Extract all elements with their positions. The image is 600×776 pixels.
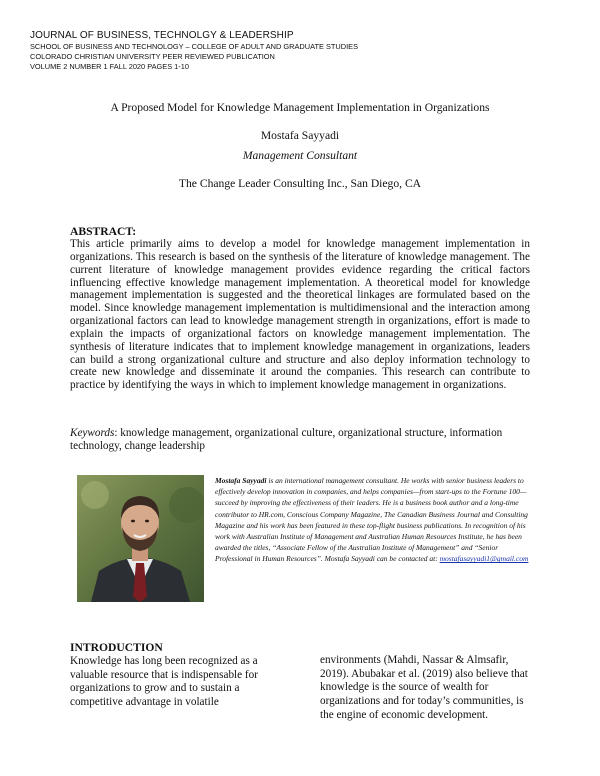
journal-name: JOURNAL OF BUSINESS, TECHNOLGY & LEADERSHIP	[30, 30, 294, 41]
author-email-link[interactable]: mostafasayyadi1@gmail.com	[439, 554, 529, 564]
keywords-label: Keywords	[70, 427, 115, 439]
article-author: Mostafa Sayyadi	[260, 129, 340, 142]
bio-author-name: Mostafa Sayyadi	[215, 476, 267, 485]
author-photo	[77, 475, 204, 602]
article-title: A Proposed Model for Knowledge Management Implementation in Organizations	[110, 101, 490, 114]
abstract-heading: ABSTRACT:	[70, 225, 137, 238]
introduction-heading: INTRODUCTION	[70, 641, 163, 654]
journal-volume: VOLUME 2 NUMBER 1 FALL 2020 PAGES 1-10	[30, 62, 189, 71]
keywords	[70, 427, 530, 453]
introduction-column-1: Knowledge has long been recognized as a valuable resource that is indispensable for organizations to grow and to sustain a competitive advantage in volatile	[70, 655, 258, 709]
author-portrait-image	[77, 475, 204, 602]
bio-text: is an international management consultant. He works with senior business leaders to effectively develop innovation in companies, and helps companies—from start-ups to the Fortune 100—succeed by improving the effectiveness of their leaders. He is a business book author and a long-time contributor to HR.com, Conscious Company Magazine, The Canadian Business Journal and Consulting Magazine and his work has been featured in these top-flight business publications. In recognition of his work with Australian Institute of Management and Australian Human Resources Institute, he has been awarded the titles, “Associate Fellow of the Australian Institute of Management” and “Senior Professional in Human Resources”. Mostafa Sayyadi can be contacted at:	[215, 476, 528, 564]
journal-university: COLORADO CHRISTIAN UNIVERSITY PEER REVIEWED PUBLICATION	[30, 52, 275, 61]
introduction-column-2: environments (Mahdi, Nassar & Almsafir, 2019). Abubakar et al. (2019) also believe that knowledge is the source of wealth for organizations and for today’s communities, is the engine of economic development.	[320, 654, 528, 721]
author-affiliation: The Change Leader Consulting Inc., San Diego, CA	[178, 177, 422, 190]
author-role: Management Consultant	[242, 149, 358, 162]
abstract-text: This article primarily aims to develop a model for knowledge management implementation in organizations. This research is based on the synthesis of the literature of knowledge management. The current literature of knowledge management provides evidence regarding the critical factors influencing effective knowledge management implementation. A theoretical model for knowledge management implementation is suggested and the theoretical linkages are formulated based on the model. Since knowledge management implementation is multidimensional and the interaction among organizational factors can lead to knowledge management strength in organizations, effort is made to explain the impacts of organizational factors on knowledge management implementation. The synthesis of literature indicates that to implement knowledge management in organizations, leaders can build a strong organizational culture and structure and also deploy information technology to create new knowledge and disseminate it around the companies. This research can contribute to practice by identifying the ways in which to implement knowledge management in organizations.	[70, 238, 530, 392]
author-bio	[215, 475, 535, 565]
journal-school: SCHOOL OF BUSINESS AND TECHNOLOGY – COLLEGE OF ADULT AND GRADUATE STUDIES	[30, 42, 358, 51]
keywords-text: : knowledge management, organizational culture, organizational structure, information technology, change leadership	[70, 427, 503, 453]
